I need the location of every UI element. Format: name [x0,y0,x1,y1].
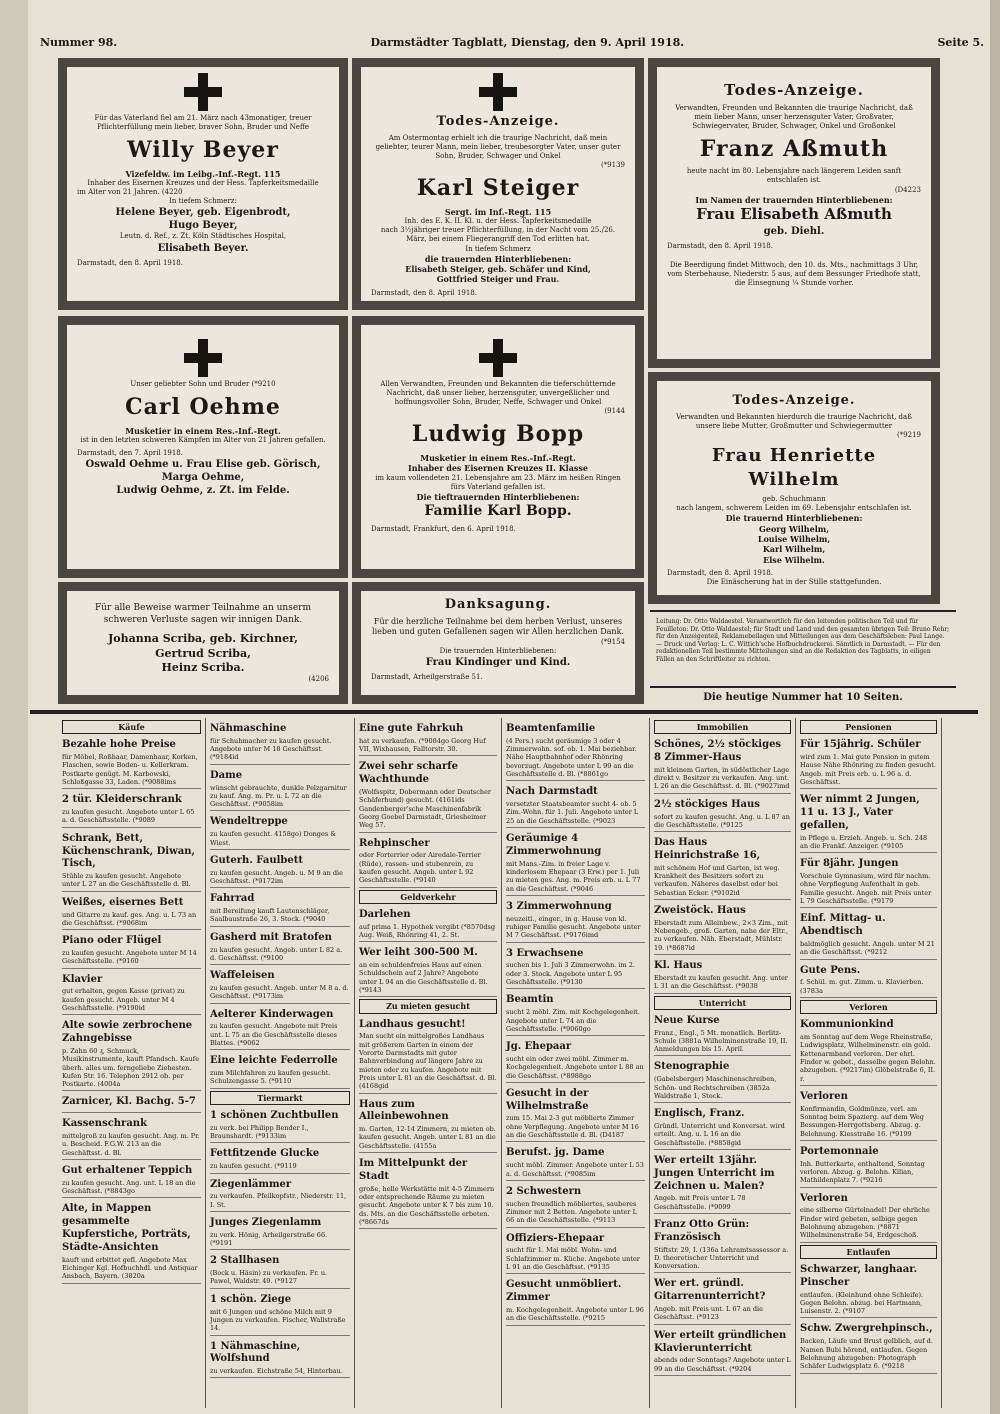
death-notice-wilhelm: Todes-Anzeige. Verwandten und Bekannten hierdurch die traurige Nachricht, daß unsere liebe Mutter, Großmutter und Schwiegermutter (*9219 Frau Henriette Wilhelm geb. Schuchmann nach langem, schwerem Leiden im 69. Lebensjahr entschlafen ist. Die trauernd Hinterbliebenen: Georg Wilhelm, Louise Wilhelm, Karl Wilhelm, Else Wilhelm. Darmstadt, den 8. April 1918. Die Einäscherung hat in der Stille stattgefunden. [648,372,940,604]
classified-ad [506,1279,645,1325]
ad-heading: Wer erteilt 13jähr. Jungen Unterricht im Zeichnen u. Malen? [654,1154,775,1192]
newspaper-title: Darmstädter Tagblatt, Dienstag, den 9. April 1918. [370,36,685,49]
classified-ad [654,960,791,993]
section-heading: Geldverkehr [359,890,497,904]
ad-heading: Im Mittelpunkt der Stadt [359,1158,468,1182]
ad-heading: Nähmaschine [210,723,287,734]
ad-text: zu kaufen gesucht. 4158go) Donges & Wiest. [210,830,337,847]
ad-text: sofort zu kaufen gesucht. Ang. u. L 87 an die Geschäftsstelle. (*9125 [654,812,790,829]
classified-ad [506,1147,645,1180]
ad-text: zum 15. Mai 2-3 gut möblierte Zimmer ohne Verpflegung. Angebote unter M 16 an die Geschäftsstelle d. Bl. (D4187 [506,1114,639,1140]
ad-text: für Möbel, Roßhaar, Damenhaar, Korken, Flaschen, sowie Boden- u. Kellerkram. Postkarte genügt. M. Karbowski, Schloßgasse 33, Laden. (*9088ims [62,753,198,786]
classified-column [206,718,355,1408]
ad-text: (Bock u. Häsin) zu verkaufen. Fr. u. Pawel, Waldstr. 49. (*9127 [210,1269,328,1286]
classified-ad [62,1165,201,1198]
ad-text: sucht 2 möbl. Zim. mit Kochgelegenheit. Angebote unter L 74 an die Geschäftsstelle. (*9060go [506,1008,640,1033]
classified-column [796,718,942,1408]
ad-text: Stiftstr. 29, I. (136a Lehramtsassessor a. D. theoretischer Unterricht und Konversation. [654,1245,789,1271]
classified-ad [506,1041,645,1083]
ad-text: (4 Pers.) sucht geräumige 3 oder 4 Zimmerwohn. sof. ob. 1. Mai beziehbar. Nähe Hauptbahnhof oder Rhönring bevorzugt. Angebote unter L 99 an die Geschäftsstelle d. Bl. (*8861go [506,736,637,779]
ad-heading: Kommunionkind [800,1019,894,1031]
classified-ad [654,1015,791,1057]
ad-heading: Wendeltreppe [210,816,288,828]
ad-text: zu verk. bei Philipp Bender I., Braunshardt. (*9133im [210,1123,309,1141]
classified-ad [210,1110,350,1143]
classified-ad [359,761,497,832]
classified-ad [359,1019,497,1094]
ad-text: an ein schuldenfreies Haus auf einen Schuldschein auf 2 Jahre? Angebote unter L 94 an die Geschäftsstelle d. Bl. (*9143 [359,961,488,995]
classified-ad [359,1099,497,1154]
ad-heading: Wer ert. gründl. Gitarrenunterricht? [654,1278,766,1303]
ad-text: Backen, Läufe und Brust gelblich, auf d. Namen Bubi hörend, entlaufen. Gegen Belohnung abzugeben: Photograph Schäfer Ludwigsplatz 6. (*9218 [800,1337,933,1371]
classified-ad [359,723,497,756]
ad-heading: 3 Erwachsene [506,947,584,959]
ad-text: für Schuhmacher zu kaufen gesucht. Angebote unter M 18 Geschäftsst. (*9184id [210,736,332,762]
ad-heading: Gut erhaltener Teppich [62,1164,193,1176]
ad-text: baldmöglich gesucht. Angeb. unter M 21 an die Geschäftsst. (*9212 [800,939,935,957]
classified-ad [210,816,350,849]
section-heading: Pensionen [800,720,937,734]
ad-text: m. Garten, 12-14 Zimmern, zu mieten ob. kaufen gesucht. Angeb. unter L 81 an die Geschäftsstelle. (4155a [359,1125,496,1150]
death-notice-steiger: Todes-Anzeige. Am Ostermontag erhielt ich die traurige Nachricht, daß mein geliebter, teurer Mann, mein lieber, treubesorgter Vater, unser guter Sohn, Bruder, Schwager und Onkel (*9139 Karl Steiger Sergt. im Inf.-Regt. 115 Inh. des E. K. II. Kl. u. der Hess. Tapferkeitsmedaille nach 3½jähriger treuer Pflichterfüllung, in der Nacht vom 25./26. März, bei einem Fliegerangriff den Tod erlitten hat. In tiefem Schmerz die trauernden Hinterbliebenen: Elisabeth Steiger, geb. Schäfer und Kind, Gottfried Steiger und Frau. Darmstadt, den 8. April 1918. [352,58,644,310]
classified-ad [62,794,201,827]
ad-text: mit schönem Hof und Garten, ist weg. Krankheit des Besitzers sofort zu verkaufen. Näheres daselbst oder bei Sebastian Ecker. (*9102id [654,863,780,897]
classified-ad [62,739,201,789]
thanks-notice-kindinger: Danksagung. Für die herzliche Teilnahme bei dem herben Verlust, unseres lieben und guten Gefallenen sagen wir Allen herzlichen Dank. (*9154 Die trauernden Hinterbliebenen: Frau Kindinger und Kind. Darmstadt, Arheilgerstraße 51. [352,582,644,704]
ad-text: Eberstadt zu kaufen gesucht. Ang. unter L 31 an die Geschäftsst. (*9038 [654,973,788,991]
classified-ad [654,1330,791,1376]
ad-heading: Für 8jähr. Jungen [800,858,899,870]
classified-ad [210,932,350,965]
classified-ad [210,855,350,888]
classified-ad [62,833,201,892]
ad-heading: Junges Ziegenlamm [210,1216,322,1228]
ad-heading: Stenographie [654,1061,730,1073]
ad-text: zu verkaufen. Pfeilkopfstr., Niederstr. 11, I. St. [210,1192,347,1209]
ad-heading: 1 schön. Ziege [210,1293,292,1305]
classified-ad [800,794,937,853]
classified-column [502,718,650,1408]
ad-heading: Gesucht unmöbliert. Zimmer [506,1279,622,1304]
ad-heading: Einf. Mittag- u. Abendtisch [800,913,886,938]
ad-text: zu kaufen gesucht. Angebote mit Preis unt. L 75 an die Geschäftsstelle dieses Blattes. (*9062 [210,1022,338,1047]
section-heading: Zu mieten gesucht [359,999,497,1013]
classified-ad [654,739,791,794]
ad-heading: Kassenschrank [62,1118,147,1130]
ad-text: (Gabelsberger) Maschinenschreiben, Schön- und Rechtschreiben (3852a Waldstraße 1, Stock. [654,1075,777,1100]
ad-text: große, helle Werkstätte mit 4-5 Zimmern oder entsprechende Räume zu mieten gesucht. Angebote unter K 7 bis zum 10. ds. Mts. an die Geschäftsstelle erbeten. (*8667ds [359,1184,495,1226]
section-heading: Verloren [800,1000,937,1014]
classified-ad [800,858,937,908]
ad-text: mit 6 Jungen und schöne Milch mit 9 Jungen zu verkaufen. Fischer, Wallstraße 14. [210,1307,346,1333]
deceased-name: Frau Henriette Wilhelm [711,445,877,490]
death-notice-beyer: Für das Vaterland fiel am 21. März nach 43monatiger, treuer Pflichterfüllung mein lieber, braver Sohn, Bruder und Neffe Willy Beyer Vizefeldw. im Leibg.-Inf.-Regt. 115 Inhaber des Eisernen Kreuzes und der Hess. Tapferkeitsmedaille im Alter von 21 Jahren. (4220 In tiefem Schmerz: Helene Beyer, geb. Eigenbrodt, Hugo Beyer, Leutn. d. Ref., z. Zt. Köln Städtisches Hospital, Elisabeth Beyer. Darmstadt, den 8. April 1918. [58,58,348,310]
classified-ad [506,1186,645,1228]
classified-ad [210,893,350,926]
ad-text: p. Zahn 60 ₰, Schmuck, Musikinstrumente, kauft Pfandsch. Kaufe überh. alles um. ferngeliebe Ziehesten. Kufen Str. 16. Telephon 2912 ob. per Postkarte. (4004a [62,1046,200,1089]
ad-text: zu verk. Hönig, Arheilgerstraße 66. (*9191 [210,1230,328,1248]
ad-text: sucht möbl. Zimmer. Angebote unter L 53 a. d. Geschäftsst. (*9085im [506,1161,644,1178]
ad-heading: Guterh. Faulbett [210,854,303,866]
classified-ad [800,1323,937,1373]
ad-heading: Franz Otto Grün: Französisch [654,1218,750,1243]
ad-text: eine silberne Gürtelnadel! Der ehrliche Finder wird gebeten, selbige gegen Belohnung abzugeben. (*8871 Wilhelminenstraße 54, Erdgeschoß. [800,1206,930,1240]
ad-heading: Schw. Zwergrehpinsch., [800,1323,933,1335]
ad-heading: Schrank, Bett, Küchenschrank, Diwan, Tisch, [62,832,195,870]
ad-heading: Beamtin [506,994,554,1006]
ad-text: Angeb. mit Preis unt. L 67 an die Geschäftsst. (*9123 [654,1305,763,1322]
classified-ad [506,901,645,943]
ad-heading: Fettfitzende Glucke [210,1148,320,1160]
ad-text: mit Bereifung kauft Lautenschläger, Saalbaustraße 26, 3. Stock. (*9040 [210,907,330,924]
ad-text: suchen bis 1. Juli 3 Zimmerwohn. im 2. oder 3. Stock. Angebote unter L 95 Geschäftsstelle. (*9130 [506,961,635,987]
section-heading: Tiermarkt [210,1091,350,1105]
ad-text: und Gitarre zu kauf. ges. Ang. u. L 73 an die Geschäftsst. (*9068im [62,910,197,927]
classified-ad [62,897,201,930]
ad-heading: Jg. Ehepaar [506,1041,572,1053]
classified-ad [62,1203,201,1283]
ad-text: f. Schül. m. gut. Zimm. u. Klavierben. (3783a [800,978,924,995]
ad-text: kauft und erbittet gefl. Angebote Max Eichinger Kgl. Hofbuchhdl. und Antiquar Ansbach, Bayern. (3820a [62,1255,198,1281]
ad-heading: Eine gute Fahrkuh [359,723,464,734]
ad-heading: Landhaus gesucht! [359,1018,466,1030]
classified-ad [210,1009,350,1051]
classified-ad [210,1055,350,1088]
ad-text: Vorschule Gymnasium, wird für nachm. ohne Verpflegung Aufenthalt in geb. Familie gesucht. Angeb. mit Preis unter L 79 Geschäftsstelle. (*9179 [800,872,932,906]
ad-text: wird zum 1. Mai gute Pension in gutem Hause Nähe Rhönring zu finden gesucht. Angeb. mit Preis erb. u. L 96 a. d. Geschäftsst. [800,753,936,786]
classified-ad [62,1096,201,1113]
classified-ad [654,1219,791,1274]
ad-text: Inh. Butterkarte, enthaltend, Sonntag verloren. Abzug. g. Belohn. Kilian, Mathildenplatz 7. (*9216 [800,1159,925,1185]
classified-ad [506,723,645,781]
classified-ad [506,994,645,1036]
ad-text: m. Kochgelegenheit. Angebote unter L 96 an die Geschäftsstelle. (*9215 [506,1305,644,1323]
ad-heading: 2½ stöckiges Haus [654,798,760,810]
classified-ad [800,739,937,789]
classified-ad [654,1155,791,1214]
iron-cross-icon [184,339,222,377]
ad-heading: Verloren [800,1090,848,1102]
classified-ad [800,913,937,959]
classified-ad [210,1255,350,1288]
ad-text: zu verkaufen. Eichstraße 54, Hinterbau. [210,1367,343,1376]
section-heading: Immobilien [654,720,791,734]
classified-column [650,718,796,1408]
ad-heading: Bezahle hohe Preise [62,739,176,751]
ad-heading: 1 Nähmaschine, Wolfshund [210,1340,301,1365]
ad-text: versetzter Staatsbeamter sucht 4- ob. 5 Zim.-Wohn. für 1. Juli. Angebote unter L 25 an die Geschäftsstelle. (*9023 [506,800,639,825]
classified-ad [62,974,201,1016]
deceased-name: Karl Steiger [416,175,580,202]
ad-text: suchen freundlich möbliertes, sauberes Zimmer mit 2 Betten. Angebote unter L 66 an die Geschäftsstelle. (*9113 [506,1199,637,1225]
ad-heading: Das Haus Heinrichstraße 16, [654,837,761,861]
ad-heading: Nach Darmstadt [506,786,598,798]
ad-text: zum Milchfahren zu kaufen gesucht. Schulzengasse 5. (*9110 [210,1069,331,1086]
ad-heading: Aelterer Kinderwagen [210,1008,334,1020]
ad-text: sucht ein oder zwei möbl. Zimmer m. Kochgelegenheit. Angebote unter L 88 an die Geschäftsst. (*8988go [506,1054,644,1080]
classified-ad [506,833,645,896]
classified-ad [506,786,645,828]
classified-ad [800,1193,937,1243]
ad-heading: Wer nimmt 2 Jungen, 11 u. 13 J., Vater gefallen, [800,794,920,831]
ad-heading: Berufst. jg. Dame [506,1147,605,1159]
ad-heading: 2 tür. Kleiderschrank [62,794,182,806]
classified-ad [210,1217,350,1250]
iron-cross-icon [184,73,222,111]
ad-heading: Wer leiht 300-500 M. [359,947,478,959]
ad-text: am Sonntag auf dem Wege Rheinstraße, Ludwigsplatz, Wilhelminenstr. ein gold. Kettenarmband verloren. Der ehrl. Finder w. gebet., dasselbe gegen Belohn. abzugeben. (*9217im) Glöbelstraße 6, II. r. [800,1033,936,1083]
ad-text: mit kleinem Garten, in südöstlicher Lage direkt v. Besitzer zu verkaufen. Ang. unt. L 26 an die Geschäftsst. d. Bl. (*9027imd [654,765,790,791]
ad-heading: Englisch, Franz. [654,1108,745,1120]
ad-text: mit Mans.-Zim. in freier Lage v. kinderlosem Ehepaar (3 Erw.) per 1. Juli zu mieten ges. Ang. m. Preis erb. u. L 77 an die Geschäftsst. (*9046 [506,859,641,893]
classified-ad [506,948,645,990]
ad-text: zu kaufen gesucht. Angeb. unter M 8 a. d. Geschäftsst. (*9173im [210,983,349,1001]
ad-heading: Schönes, 2½ stöckiges 8 Zimmer-Haus [654,739,782,764]
ad-heading: Neue Kurse [654,1014,720,1026]
ad-text: Stühle zu kaufen gesucht. Angebote unter L 27 an die Geschäftsstelle d. Bl. [62,872,191,889]
ad-heading: 2 Schwestern [506,1185,582,1197]
classified-ad [210,770,350,812]
ad-heading: Beamtenfamilie [506,723,596,734]
ad-text: zu kaufen gesucht. Angeb. u. M 9 an die Geschäftsst. (*9172im [210,868,343,885]
ad-heading: Weißes, eisernes Bett [62,896,184,908]
deceased-name: Willy Beyer [127,137,279,164]
ad-heading: Piano oder Flügel [62,935,162,947]
classified-ad [359,909,497,942]
ad-text: auf prima 1. Hypothek vergibt (*8570dsg Aug. Weiß, Rhönring 41, 2. St. [359,922,496,939]
ad-heading: Offiziers-Ehepaar [506,1232,605,1244]
classified-ad [62,1118,201,1160]
ad-heading: Zweistöck. Haus [654,905,746,917]
classified-ad [654,1061,791,1103]
ad-heading: Verloren [800,1192,848,1204]
ad-heading: Portemonnaie [800,1145,879,1157]
classified-ad [210,723,350,765]
ad-text: zu kaufen gesucht. Angebote unter M 14 Geschäftsstelle. (*9160 [62,948,197,966]
iron-cross-icon [479,339,517,377]
ad-text: in Pflege u. Erzieh. Angeb. u. Sch. 248 an die Frankf. Anzeiger. (*9105 [800,833,928,850]
death-notice-oehme: Unser geliebter Sohn und Bruder (*9210 Carl Oehme Musketier in einem Res.-Inf.-Regt. ist in den letzten schweren Kämpfen im Alter von 21 Jahren gefallen. Darmstadt, den 7. April 1918. Oswald Oehme u. Frau Elise geb. Görisch, Marga Oehme, Ludwig Oehme, z. Zt. im Felde. [58,316,348,578]
classified-ad [506,1088,645,1143]
ad-text: zu kaufen gesucht. Ang. unt. L 18 an die Geschäftsst. (*8843go [62,1178,196,1196]
ad-text: neuzeitl., einger., in g. Hause von kl. ruhiger Familie gesucht. Angebote unter M 7 Geschäftsst. (*9176imd [506,914,641,940]
ad-heading: Haus zum Alleinbewohnen [359,1098,449,1123]
ad-text: sucht für 1. Mai möbl. Wohn- und Schlafzimmer m. Küche. Angebote unter L 91 an die Geschäftsst. (*9135 [506,1246,640,1271]
ad-text: Gründl. Unterricht und Konversat. wird erteilt. Ang. u. L 16 an die Geschäftsstelle. (*8858gid [654,1122,785,1147]
ad-heading: Ziegenlämmer [210,1178,292,1190]
classified-ad [359,1158,497,1229]
classified-ad [62,1020,201,1091]
classified-ad [654,837,791,900]
ad-heading: Wer erteilt gründlichen Klavierunterricht [654,1329,787,1354]
imprint-box: Leitung: Dr. Otto Waldaestel. Verantwortlich für den leitenden politischen Teil und für Feuilleton: Dr. Otto Waldaestel; für Stadt und Land und den gesamten übrigen Teil: Bruno Rehr; für den Anzeigenteil, Reklamebeilagen und Mitteilungen aus dem Geschäftsleben: Paul Lange. — Druck und Verlag: L. C. Wittich'sche Hofbuchdruckerei. Sämtlich in Darmstadt. — Für den redaktionellen Teil bestimmte Mitteilungen sind an die Redaktion des Tagblatts, in eiligen Fällen an den Schriftleiter zu richten. [650,610,956,688]
classified-ad [654,905,791,955]
ad-heading: Klavier [62,973,103,985]
ad-text: Konfirmandin, Goldmünze, verl. am Sonntag beim Spazierg. auf dem Weg Bessungen-Herrgottsberg. Abzug. g. Belohnung. Kiesstraße 16. (*9199 [800,1104,924,1138]
ad-text: oder Forterrier oder Airedale-Terrier (Rüde), rassen- und stubenrein, zu kaufen gesucht. Angeb. unter L 92 Geschäftsstelle. (*9140 [359,851,481,885]
classified-ad [654,799,791,832]
classified-ad [210,1294,350,1336]
ad-text: Eberstadt zum Alleinbew., 2×3 Zim., mit Nebengeb., groß. Garten, nahe der Eltr., zu verkaufen. Näh. Eberstadt, Mühlstr. 19. (*8687id [654,918,789,952]
ad-text: zu kaufen gesucht. Angebote unter L 65 a. d. Geschäftsstelle. (*9089 [62,808,195,825]
ad-heading: Für 15jährig. Schüler [800,739,921,751]
thanks-notice-scriba: Für alle Beweise warmer Teilnahme an unserm schweren Verluste sagen wir innigen Dank. Johanna Scriba, geb. Kirchner, Gertrud Scriba, Heinz Scriba. (4206 [58,582,348,704]
ad-text: gut erhalten, gegen Kasse (privat) zu kaufen gesucht. Angeb. unter M 4 Geschäftsstelle. (*9190id [62,987,185,1012]
ad-text: zu kaufen gesucht. Angeb. unter L 82 a. d. Geschäftsst. (*9100 [210,945,343,962]
death-notice-assmuth: Todes-Anzeige. Verwandten, Freunden und Bekannten die traurige Nachricht, daß mein lieber Mann, unser herzensguter Vater, Großvater, Schwiegervater, Bruder, Schwager, Onkel und Großonkel Franz Aßmuth heute nacht im 80. Lebensjahre nach längerem Leiden sanft entschlafen ist. (D4223 Im Namen der trauernden Hinterbliebenen: Frau Elisabeth Aßmuth geb. Diehl. Darmstadt, den 8. April 1918. Die Beerdigung findet Mittwoch, den 10. ds. Mts., nachmittags 3 Uhr, vom Sterbehause, Niederstr. 5 aus, auf dem Bessunger Friedhofe statt, die Einsegnung ¼ Stunde vorher. [648,58,940,368]
ad-heading: Alte sowie zerbrochene Zahngebisse [62,1020,193,1045]
classified-ad [800,1146,937,1188]
iron-cross-icon [479,73,517,111]
ad-heading: Geräumige 4 Zimmerwohnung [506,833,602,857]
deceased-name: Ludwig Bopp [411,421,585,448]
ad-text: entlaufen. (Kleinhund ohne Schleife). Gegen Belohn. abzug. bei Hartmann, Luisenstr. 2. (*9107 [800,1290,924,1316]
page-number: Seite 5. [937,36,984,49]
classified-ad [210,970,350,1003]
classified-ad [800,1019,937,1086]
classified-ad [800,1091,937,1141]
classified-ad [800,965,937,998]
section-rule [30,710,978,714]
classified-column [58,718,206,1408]
ad-heading: Eine leichte Federrolle [210,1055,338,1067]
ad-heading: Alte, in Mappen gesammelte Kupferstiche, Porträts, Städte-Ansichten [62,1203,191,1253]
ad-heading: Fahrrad [210,893,255,905]
ad-heading: Gasherd mit Bratofen [210,931,332,943]
ad-heading: Gute Pens. [800,964,861,976]
ad-text: Angeb. mit Preis unter L 78 Geschäftsstelle. (*9099 [654,1194,746,1211]
ad-text: zu kaufen gesucht. (*9119 [210,1162,297,1171]
ad-text: Franz., Engl., 5 Mt. monatlich. Berlitz-Schule (3881a Wilhelminenstraße 19, II. Anmeldungen bis 15. April. [654,1028,788,1054]
ad-heading: Waffeleisen [210,970,275,982]
classified-ad [359,947,497,997]
ad-heading: Dame [210,769,243,781]
classified-ad [210,1179,350,1212]
ad-heading: Darlehen [359,908,411,920]
ad-text: abends oder Sonntags? Angebote unter L 99 an die Geschäftsst. (*9204 [654,1356,791,1373]
classified-ad [654,1108,791,1150]
page-header [40,36,984,54]
ad-heading: Schwarzer, langhaar. Pinscher [800,1263,918,1288]
page-edge [990,0,1000,1414]
page-count-note: Die heutige Nummer hat 10 Seiten. [703,692,903,703]
classified-ad [210,1341,350,1379]
issue-number: Nummer 98. [40,36,118,49]
ad-text: hat zu verkaufen. (*9084go Georg Huf VII, Wixhausen, Falltorstr. 30. [359,736,486,754]
ad-heading: Zwei sehr scharfe Wachthunde [359,761,458,786]
ad-text: (Wolfsspitz, Dobermann oder Deutscher Schäferhund) gesucht. (4161ids Gandenberger'sche Maschinenfabrik Georg Goebel Darmstadt, Griesheimer Weg 57. [359,788,492,830]
section-heading: Unterricht [654,996,791,1010]
section-heading: Käufe [62,720,201,734]
ad-text: wünscht gebrauchte, dunkle Pelzgarnitur zu kauf. Ang. m. Pr. u. L 72 an die Geschäftsst. (*9058im [210,783,347,809]
classified-ad [800,1264,937,1319]
ad-heading: 3 Zimmerwohnung [506,900,612,912]
ad-heading: Gesucht in der Wilhelmstraße [506,1087,589,1112]
ad-text: Man sucht ein mittelgroßes Landhaus mit größerem Garten in einem der Vororte Darmstadts mit guter Bahnverbindung auf längere Jahre zu mieten oder zu kaufen. Angebote mit Preis unter L 81 an die Geschäftsst. d. Bl. (4168gid [359,1032,497,1091]
ad-heading: 2 Stallhasen [210,1255,280,1267]
ad-heading: 1 schönen Zuchtbullen [210,1109,339,1121]
classified-column [355,718,502,1408]
deceased-name: Carl Oehme [125,394,281,421]
classified-ad [506,1233,645,1275]
classified-ad [654,1278,791,1324]
death-notice-bopp: Allen Verwandten, Freunden und Bekannten die tieferschütternde Nachricht, daß unser lieber, herzensguter, unvergeßlicher und hoffnungsvoller Sohn, Bruder, Neffe, Schwager und Onkel (9144 Ludwig Bopp Musketier in einem Res.-Inf.-Regt. Inhaber des Eisernen Kreuzes II. Klasse im kaum vollendeten 21. Lebensjahre am 23. März im heißen Ringen fürs Vaterland gefallen ist. Die tieftrauernden Hinterbliebenen: Familie Karl Bopp. Darmstadt, Frankfurt, den 6. April 1918. [352,316,644,578]
ad-heading: Zarnicer, Kl. Bachg. 5-7 [62,1096,196,1108]
ad-heading: Rehpinscher [359,837,430,849]
section-heading: Entlaufen [800,1245,937,1259]
classified-ad [210,1148,350,1173]
classified-ad [359,838,497,888]
ad-text: mittelgroß zu kaufen gesucht. Ang. m. Pr. u. Bescheid. F.G.W. 213 an die Geschäftsst. d. Bl. [62,1132,200,1157]
classified-ad [62,935,201,968]
deceased-name: Franz Aßmuth [699,135,889,162]
ad-heading: Kl. Haus [654,960,703,972]
